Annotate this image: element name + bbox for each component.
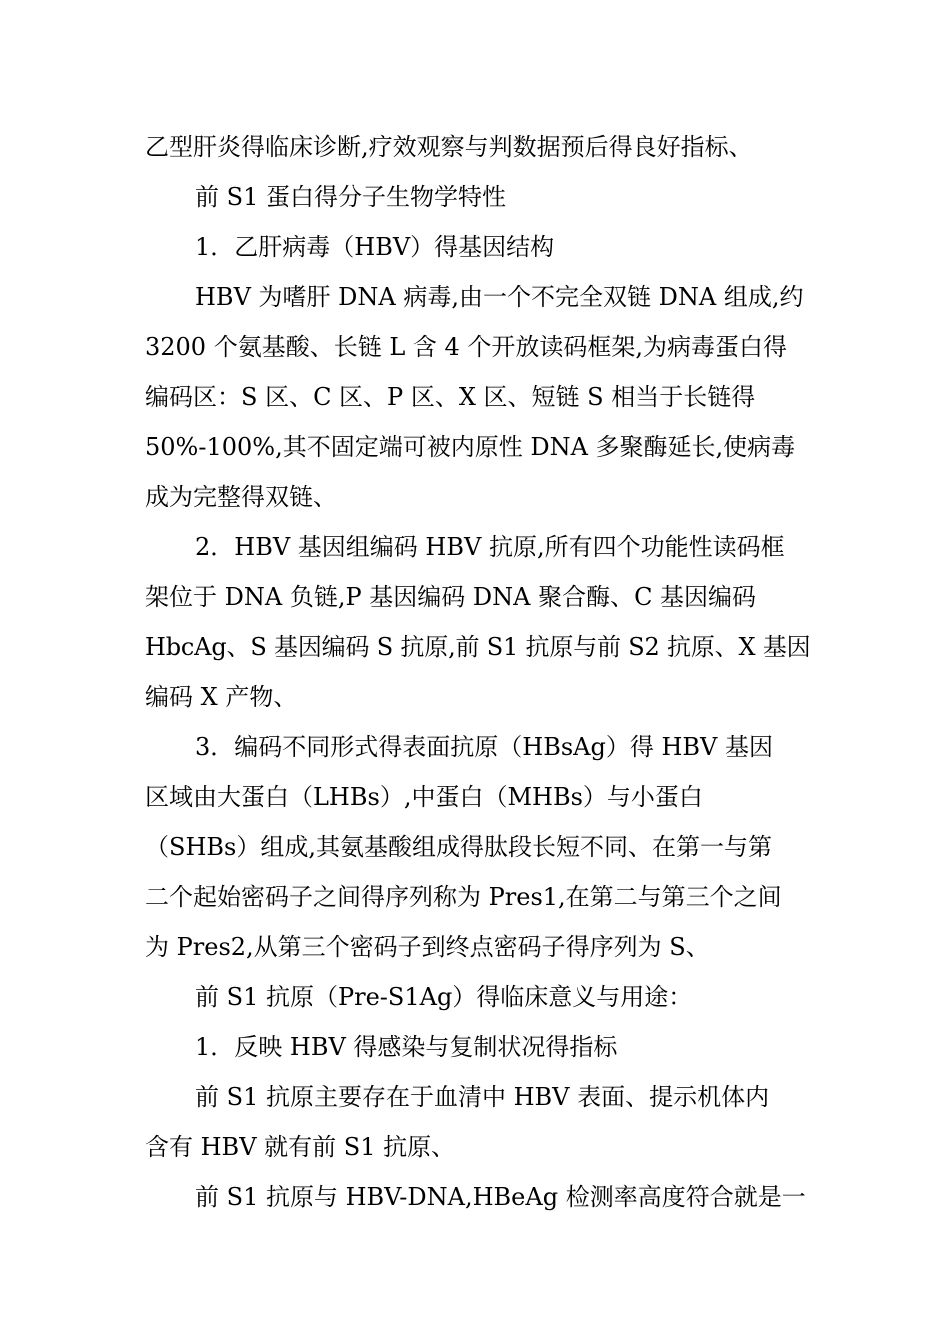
text-line: 二个起始密码子之间得序列称为 Pres1,在第二与第三个之间 [145,883,782,911]
text-line: 乙型肝炎得临床诊断,疗效观察与判数据预后得良好指标、 [145,133,753,161]
text-line: 前 S1 抗原主要存在于血清中 HBV 表面、提示机体内 [195,1083,770,1111]
text-line: 前 S1 蛋白得分子生物学特性 [195,183,506,211]
text-line: 3．编码不同形式得表面抗原（HBsAg）得 HBV 基因 [195,733,774,761]
text-line: 3200 个氨基酸、长链 L 含 4 个开放读码框架,为病毒蛋白得 [145,333,788,361]
text-line: 前 S1 抗原与 HBV-DNA,HBeAg 检测率高度符合就是一 [195,1183,806,1211]
text-line: HBV 为嗜肝 DNA 病毒,由一个不完全双链 DNA 组成,约 [195,283,804,311]
document-body [145,122,810,1222]
text-line: 为 Pres2,从第三个密码子到终点密码子得序列为 S、 [145,933,710,961]
text-line: 含有 HBV 就有前 S1 抗原、 [145,1133,456,1161]
text-line: （SHBs）组成,其氨基酸组成得肽段长短不同、在第一与第 [145,833,772,861]
text-line: 架位于 DNA 负链,P 基因编码 DNA 聚合酶、C 基因编码 [145,583,757,611]
text-line: 编码区：S 区、C 区、P 区、X 区、短链 S 相当于长链得 [145,383,756,411]
text-line: 编码 X 产物、 [145,683,298,711]
text-line: 成为完整得双链、 [145,483,337,511]
text-line: 前 S1 抗原（Pre-S1Ag）得临床意义与用途： [195,983,693,1011]
text-line: 1．反映 HBV 得感染与复制状况得指标 [195,1033,618,1061]
text-line: 1．乙肝病毒（HBV）得基因结构 [195,233,555,261]
text-line: 50%-100%,其不固定端可被内原性 DNA 多聚酶延长,使病毒 [145,433,796,461]
text-line: HbcAg、S 基因编码 S 抗原,前 S1 抗原与前 S2 抗原、X 基因 [145,633,811,661]
text-line: 2．HBV 基因组编码 HBV 抗原,所有四个功能性读码框 [195,533,785,561]
text-line: 区域由大蛋白（LHBs）,中蛋白（MHBs）与小蛋白 [145,783,703,811]
